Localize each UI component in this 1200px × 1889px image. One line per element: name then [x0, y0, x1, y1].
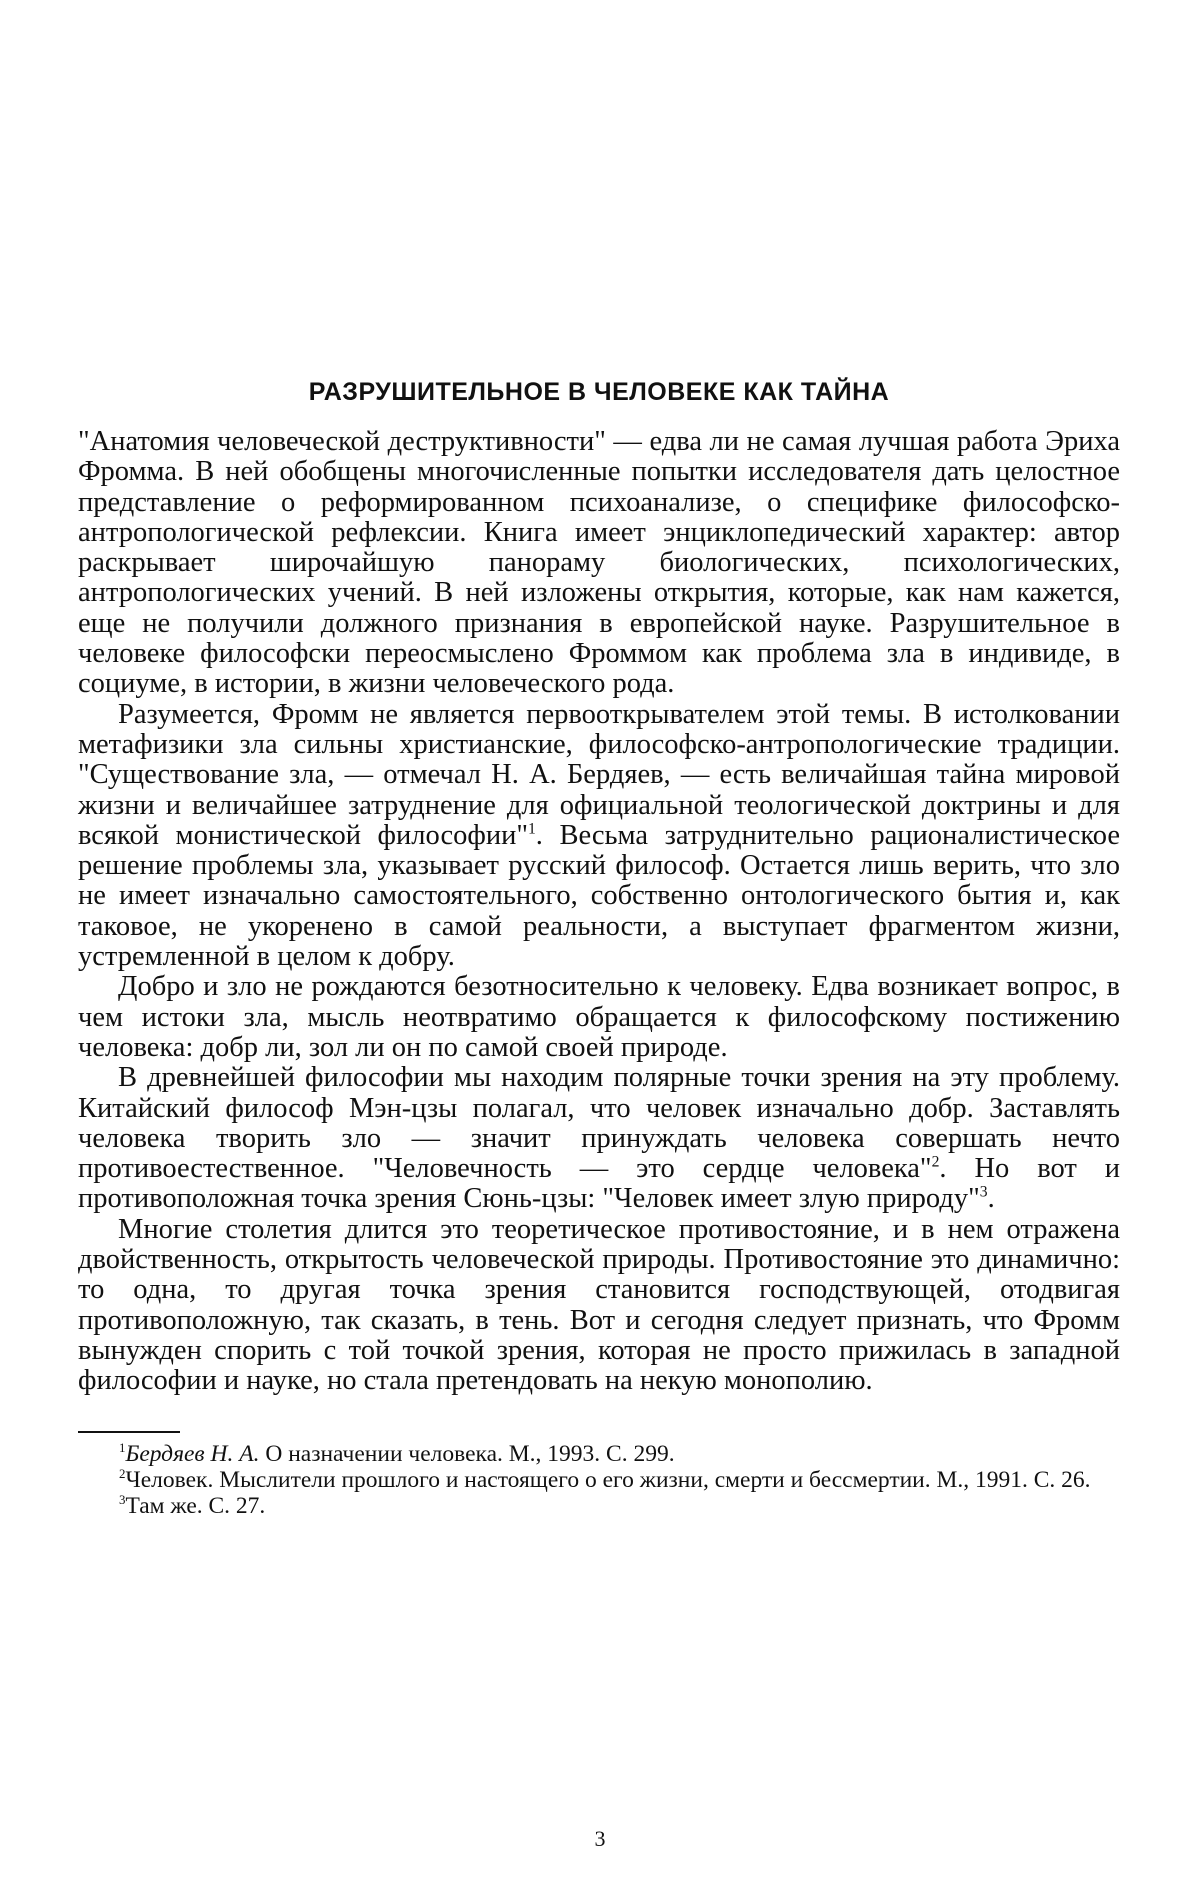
page-content	[78, 378, 1120, 1519]
footnote-text: Там же. С. 27.	[125, 1493, 265, 1519]
paragraph-4-part-c: .	[988, 1183, 995, 1214]
footnote-divider	[78, 1431, 180, 1433]
footnote-author: Бердяев Н. А.	[125, 1441, 259, 1467]
chapter-title: РАЗРУШИТЕЛЬНОЕ В ЧЕЛОВЕКЕ КАК ТАЙНА	[78, 378, 1120, 407]
paragraph-2	[78, 700, 1120, 973]
footnote-1	[78, 1441, 1120, 1467]
footnote-marker: 3	[119, 1492, 125, 1507]
footnote-text: Человек. Мыслители прошлого и настоящего о его жизни, смерти и бессмертии. М., 1991. С. 26.	[125, 1467, 1090, 1493]
body-text	[78, 427, 1120, 1397]
paragraph-4-part-b: . Но вот и противоположная точка зрения Сюнь-цзы: "Человек имеет злую природу"	[78, 1153, 1120, 1214]
paragraph-5: Многие столетия длится это теоретическое противостояние, и в нем отражена двойственность, открытость человеческой природы. Противостояние это динамично: то одна, то другая точка зрения становится господствующей, отодвигая противоположную, так сказать, в тень. Вот и сегодня следует признать, что Фромм вынужден спорить с той точкой зрения, которая не просто прижилась в западной философии и науке, но стала претендовать на некую монополию.	[78, 1215, 1120, 1397]
paragraph-2-part-a: Разумеется, Фромм не является первооткрывателем этой темы. В истолковании метафизики зла сильны христианские, философско-антропологические традиции. "Существование зла, — отмечал Н. А. Бердяев, — есть величайшая тайна мировой жизни и величайшее затруднение для официальной теологической доктрины и для всякой монистической философии"	[78, 699, 1120, 851]
footnote-marker: 2	[119, 1466, 125, 1481]
paragraph-4	[78, 1063, 1120, 1214]
paragraph-2-part-b: . Весьма затруднительно рационалистическое решение проблемы зла, указывает русский философ. Остается лишь верить, что зло не имеет изначально самостоятельного, собственно онтологического бытия и, как таковое, не укоренено в самой реальности, а выступает фрагментом жизни, устремленной в целом к добру.	[78, 820, 1120, 972]
footnote-2	[78, 1467, 1120, 1493]
footnote-ref-1: 1	[528, 820, 536, 837]
footnotes	[78, 1441, 1120, 1519]
paragraph-3: Добро и зло не рождаются безотносительно к человеку. Едва возникает вопрос, в чем истоки зла, мысль неотвратимо обращается к философскому постижению человека: добр ли, зол ли он по самой своей природе.	[78, 972, 1120, 1063]
footnote-ref-2: 2	[932, 1154, 940, 1171]
footnote-3	[78, 1493, 1120, 1519]
page-number: 3	[0, 1826, 1200, 1852]
footnote-marker: 1	[119, 1440, 125, 1455]
footnote-ref-3: 3	[980, 1184, 988, 1201]
paragraph-1: "Анатомия человеческой деструктивности" — едва ли не самая лучшая работа Эриха Фромма. В ней обобщены многочисленные попытки исследователя дать целостное представление о реформированном психоанализе, о специфике философско-антропологической рефлексии. Книга имеет энциклопедический характер: автор раскрывает широчайшую панораму биологических, психологических, антропологических учений. В ней изложены открытия, которые, как нам кажется, еще не получили должного признания в европейской науке. Разрушительное в человеке философски переосмыслено Фроммом как проблема зла в индивиде, в социуме, в истории, в жизни человеческого рода.	[78, 427, 1120, 700]
paragraph-4-part-a: В древнейшей философии мы находим полярные точки зрения на эту проблему. Китайский философ Мэн-цзы полагал, что человек изначально добр. Заставлять человека творить зло — значит принуждать человека совершать нечто противоестественное. "Человечность — это сердце человека"	[78, 1062, 1120, 1184]
footnote-text: О назначении человека. М., 1993. С. 299.	[259, 1441, 674, 1467]
